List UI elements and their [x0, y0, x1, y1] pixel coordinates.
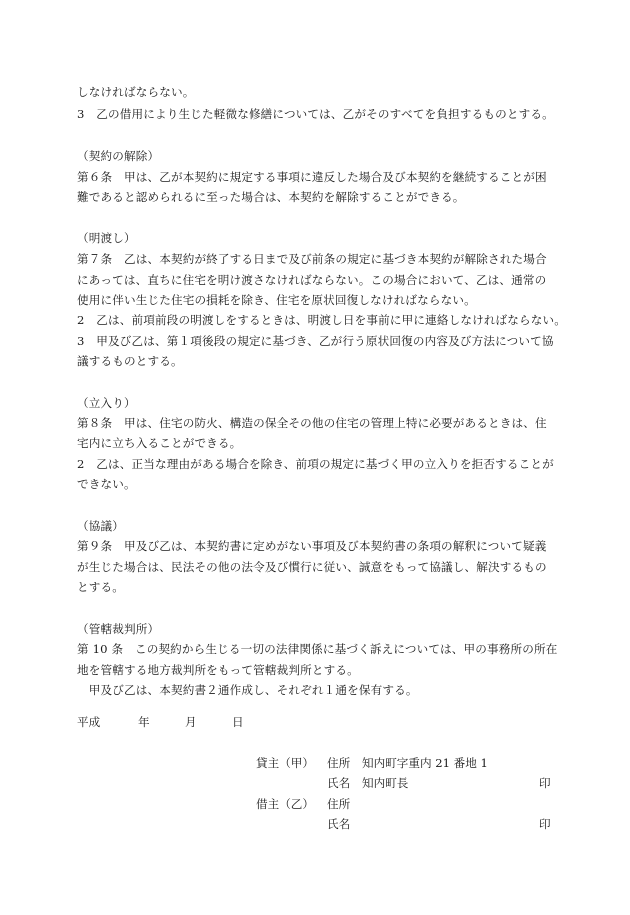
article9-line1: 第９条 甲及び乙は、本契約書に定めがない事項及び本契約書の条項の解釈について疑義	[77, 539, 547, 553]
article8-line2: 宅内に立ち入ることができる。	[77, 436, 242, 450]
date-month: 月	[185, 715, 197, 729]
date-day: 日	[232, 715, 244, 729]
continuation-text: しなければならない。	[77, 85, 195, 99]
article10-heading: （管轄裁判所）	[77, 622, 160, 636]
lessor-name: 知内町長	[362, 776, 409, 790]
article10-line1: 第 10 条 この契約から生じる一切の法律関係に基づく訴えについては、甲の事務所の所在	[77, 642, 558, 656]
article9-line2: が生じた場合は、民法その他の法令及び慣行に従い、誠意をもって協議し、解決するもの	[77, 560, 547, 574]
lessor-seal-mark: 印	[539, 776, 551, 790]
closing-statement: 甲及び乙は、本契約書２通作成し、それぞれ１通を保有する。	[77, 683, 418, 697]
lessee-seal-mark: 印	[539, 817, 551, 831]
article7-line3: 使用に伴い生じた住宅の損耗を除き、住宅を原状回復しなければならない。	[77, 293, 476, 307]
article8-line1: 第８条 甲は、住宅の防火、構造の保全その他の住宅の管理上特に必要があるときは、住	[77, 416, 547, 430]
date-year: 年	[138, 715, 150, 729]
lessee-role: 借主（乙）	[256, 797, 314, 811]
article7-heading: （明渡し）	[77, 231, 136, 245]
article8-heading: （立入り）	[77, 396, 136, 410]
article9-heading: （協議）	[77, 519, 124, 533]
lessee-name-label: 氏名	[327, 817, 351, 831]
article6-heading: （契約の解除）	[77, 149, 160, 163]
article8-item2-line1: 2 乙は、正当な理由がある場合を除き、前項の規定に基づく甲の立入りを拒否することが	[77, 457, 554, 471]
article9-line3: とする。	[77, 580, 124, 594]
article8-item2-line2: できない。	[77, 477, 136, 491]
date-era: 平成	[77, 715, 101, 729]
article6-line2: 難であると認められるに至った場合は、本契約を解除することができる。	[77, 190, 465, 204]
article7-item2: 2 乙は、前項前段の明渡しをするときは、明渡し日を事前に甲に連絡しなければならない。	[77, 313, 567, 327]
article6-line1: 第６条 甲は、乙が本契約に規定する事項に違反した場合及び本契約を継続することが困	[77, 170, 547, 184]
article7-item3-line2: 議するものとする。	[77, 354, 183, 368]
article7-item3-line1: 3 甲及び乙は、第１項後段の規定に基づき、乙が行う原状回復の内容及び方法について協	[77, 334, 554, 348]
lessee-address-label: 住所	[327, 797, 351, 811]
lessor-address-label: 住所	[327, 756, 351, 770]
article10-line2: 地を管轄する地方裁判所をもって管轄裁判所とする。	[77, 663, 359, 677]
lessor-role: 貸主（甲）	[256, 756, 314, 770]
article7-line2: にあっては、直ちに住宅を明け渡さなければならない。この場合において、乙は、通常の	[77, 273, 547, 287]
lessor-address: 知内町字重内 21 番地 1	[362, 756, 488, 770]
lessor-name-label: 氏名	[327, 776, 351, 790]
article7-line1: 第７条 乙は、本契約が終了する日まで及び前条の規定に基づき本契約が解除された場合	[77, 252, 547, 266]
article5-item3: 3 乙の借用により生じた軽微な修繕については、乙がそのすべてを負担するものとする。	[77, 107, 554, 121]
